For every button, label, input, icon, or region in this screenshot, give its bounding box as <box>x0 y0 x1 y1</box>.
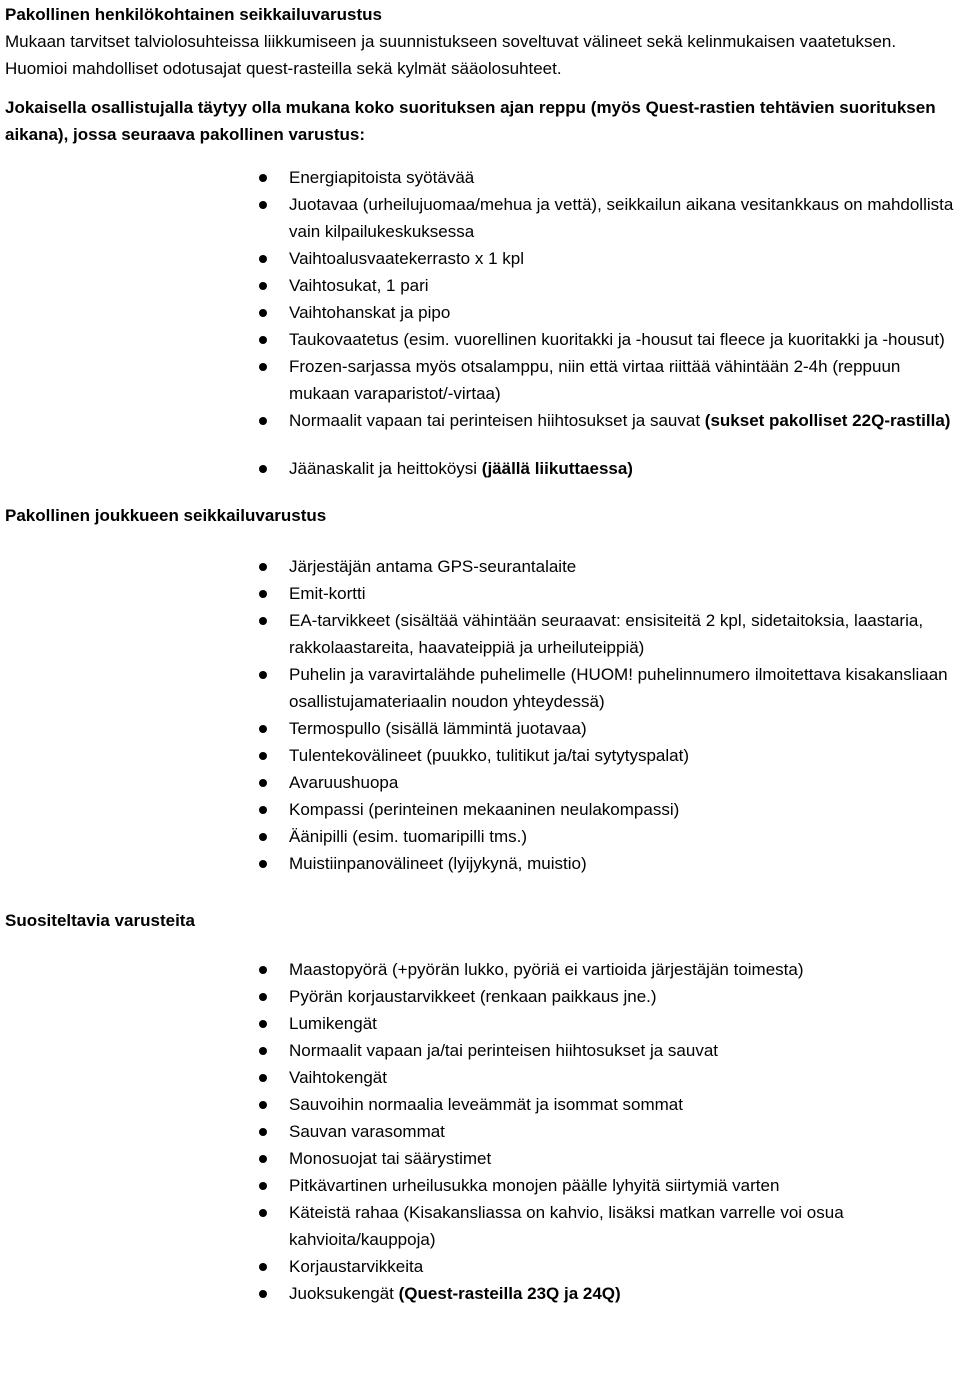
list-item <box>289 272 956 299</box>
list-item <box>289 191 956 245</box>
list-item-text: Maastopyörä (+pyörän lukko, pyöriä ei vartioida järjestäjän toimesta) <box>289 960 804 979</box>
list-item <box>289 607 956 661</box>
list-item-text: EA-tarvikkeet (sisältää vähintään seuraavat: ensisiteitä 2 kpl, sidetaitoksia, laastaria, rakkolaastareita, haavateippiä ja urheiluteippiä) <box>289 611 924 657</box>
list-item-text: Juoksukengät <box>289 1284 399 1303</box>
list-item <box>289 742 956 769</box>
list-item-text: Vaihtoalusvaatekerrasto x 1 kpl <box>289 249 524 268</box>
list-item <box>289 715 956 742</box>
list-item <box>289 1172 956 1199</box>
list-item <box>289 850 956 877</box>
list-item-text: Pyörän korjaustarvikkeet (renkaan paikkaus jne.) <box>289 987 657 1006</box>
recommended-gear-list <box>5 956 956 1307</box>
list-item <box>289 553 956 580</box>
list-item-text: Tulentekovälineet (puukko, tulitikut ja/tai sytytyspalat) <box>289 746 690 765</box>
list-item-text: Jäänaskalit ja heittoköysi <box>289 459 482 478</box>
list-item <box>289 1253 956 1280</box>
list-item-text: Vaihtosukat, 1 pari <box>289 276 429 295</box>
list-item-text: Avaruushuopa <box>289 773 399 792</box>
list-item-text: Vaihtohanskat ja pipo <box>289 303 451 322</box>
personal-gear-requirement: Jokaisella osallistujalla täytyy olla mukana koko suorituksen ajan reppu (myös Quest-rastien tehtävien suorituksen aikana), jossa seuraava pakollinen varustus: <box>5 98 936 144</box>
list-item-text: Energiapitoista syötävää <box>289 168 475 187</box>
list-item-text: Frozen-sarjassa myös otsalamppu, niin että virtaa riittää vähintään 2-4h (reppuun mukaan varaparistot/-virtaa) <box>289 357 901 403</box>
list-item-text: Lumikengät <box>289 1014 377 1033</box>
list-item-text: Äänipilli (esim. tuomaripilli tms.) <box>289 827 528 846</box>
list-item <box>289 580 956 607</box>
list-item-bold: (Quest-rasteilla 23Q ja 24Q) <box>398 1284 621 1303</box>
list-item-text: Korjaustarvikkeita <box>289 1257 424 1276</box>
list-item-text: Vaihtokengät <box>289 1068 387 1087</box>
list-item <box>289 1145 956 1172</box>
list-item-text: Muistiinpanovälineet (lyijykynä, muistio) <box>289 854 587 873</box>
team-gear-list <box>5 553 956 877</box>
list-item <box>289 1199 956 1253</box>
list-item-bold: (jäällä liikuttaessa) <box>481 459 633 478</box>
list-item <box>289 1280 956 1307</box>
list-item <box>289 956 956 983</box>
list-item-text: Normaalit vapaan tai perinteisen hiihtosukset ja sauvat <box>289 411 705 430</box>
personal-gear-intro: Mukaan tarvitset talviolosuhteissa liikkumiseen ja suunnistukseen soveltuvat välineet sekä kelinmukaisen vaatetuksen. Huomioi mahdolliset odotusajat quest-rasteilla sekä kylmät sääolosuhteet. <box>5 32 897 78</box>
list-item <box>289 164 956 191</box>
recommended-gear-heading: Suositeltavia varusteita <box>5 911 195 930</box>
list-item <box>289 299 956 326</box>
list-item-text: Juotavaa (urheilujuomaa/mehua ja vettä), seikkailun aikana vesitankkaus on mahdollista vain kilpailukeskuksessa <box>289 195 954 241</box>
list-item <box>289 1037 956 1064</box>
list-item-text: Järjestäjän antama GPS-seurantalaite <box>289 557 577 576</box>
list-item <box>289 1091 956 1118</box>
list-item-text: Sauvan varasommat <box>289 1122 445 1141</box>
list-item-text: Kompassi (perinteinen mekaaninen neulakompassi) <box>289 800 680 819</box>
list-item-text: Taukovaatetus (esim. vuorellinen kuoritakki ja -housut tai fleece ja kuoritakki ja -housut) <box>289 330 945 349</box>
list-item <box>289 353 956 407</box>
list-item <box>289 796 956 823</box>
list-item-text: Emit-kortti <box>289 584 366 603</box>
list-item <box>289 326 956 353</box>
list-item-text: Normaalit vapaan ja/tai perinteisen hiihtosukset ja sauvat <box>289 1041 719 1060</box>
list-item-text: Monosuojat tai säärystimet <box>289 1149 492 1168</box>
list-item-bold: (sukset pakolliset 22Q-rastilla) <box>704 411 951 430</box>
list-item <box>289 769 956 796</box>
list-item <box>289 1118 956 1145</box>
list-item-text: Käteistä rahaa (Kisakansliassa on kahvio, lisäksi matkan varrelle voi osua kahvioita/kauppoja) <box>289 1203 844 1249</box>
list-item <box>289 823 956 850</box>
list-item-text: Pitkävartinen urheilusukka monojen päälle lyhyitä siirtymiä varten <box>289 1176 780 1195</box>
personal-gear-heading: Pakollinen henkilökohtainen seikkailuvarustus <box>5 5 382 24</box>
personal-gear-list <box>5 164 956 482</box>
list-item <box>289 983 956 1010</box>
list-item <box>289 245 956 272</box>
list-item <box>289 1064 956 1091</box>
list-item <box>289 407 956 434</box>
list-item-text: Puhelin ja varavirtalähde puhelimelle (HUOM! puhelinnumero ilmoitettava kisakansliaan osallistujamateriaalin noudon yhteydessä) <box>289 665 948 711</box>
list-item <box>289 455 956 482</box>
list-item-text: Termospullo (sisällä lämmintä juotavaa) <box>289 719 587 738</box>
list-item-text: Sauvoihin normaalia leveämmät ja isommat sommat <box>289 1095 683 1114</box>
list-item <box>289 1010 956 1037</box>
team-gear-heading: Pakollinen joukkueen seikkailuvarustus <box>5 506 327 525</box>
list-item <box>289 661 956 715</box>
